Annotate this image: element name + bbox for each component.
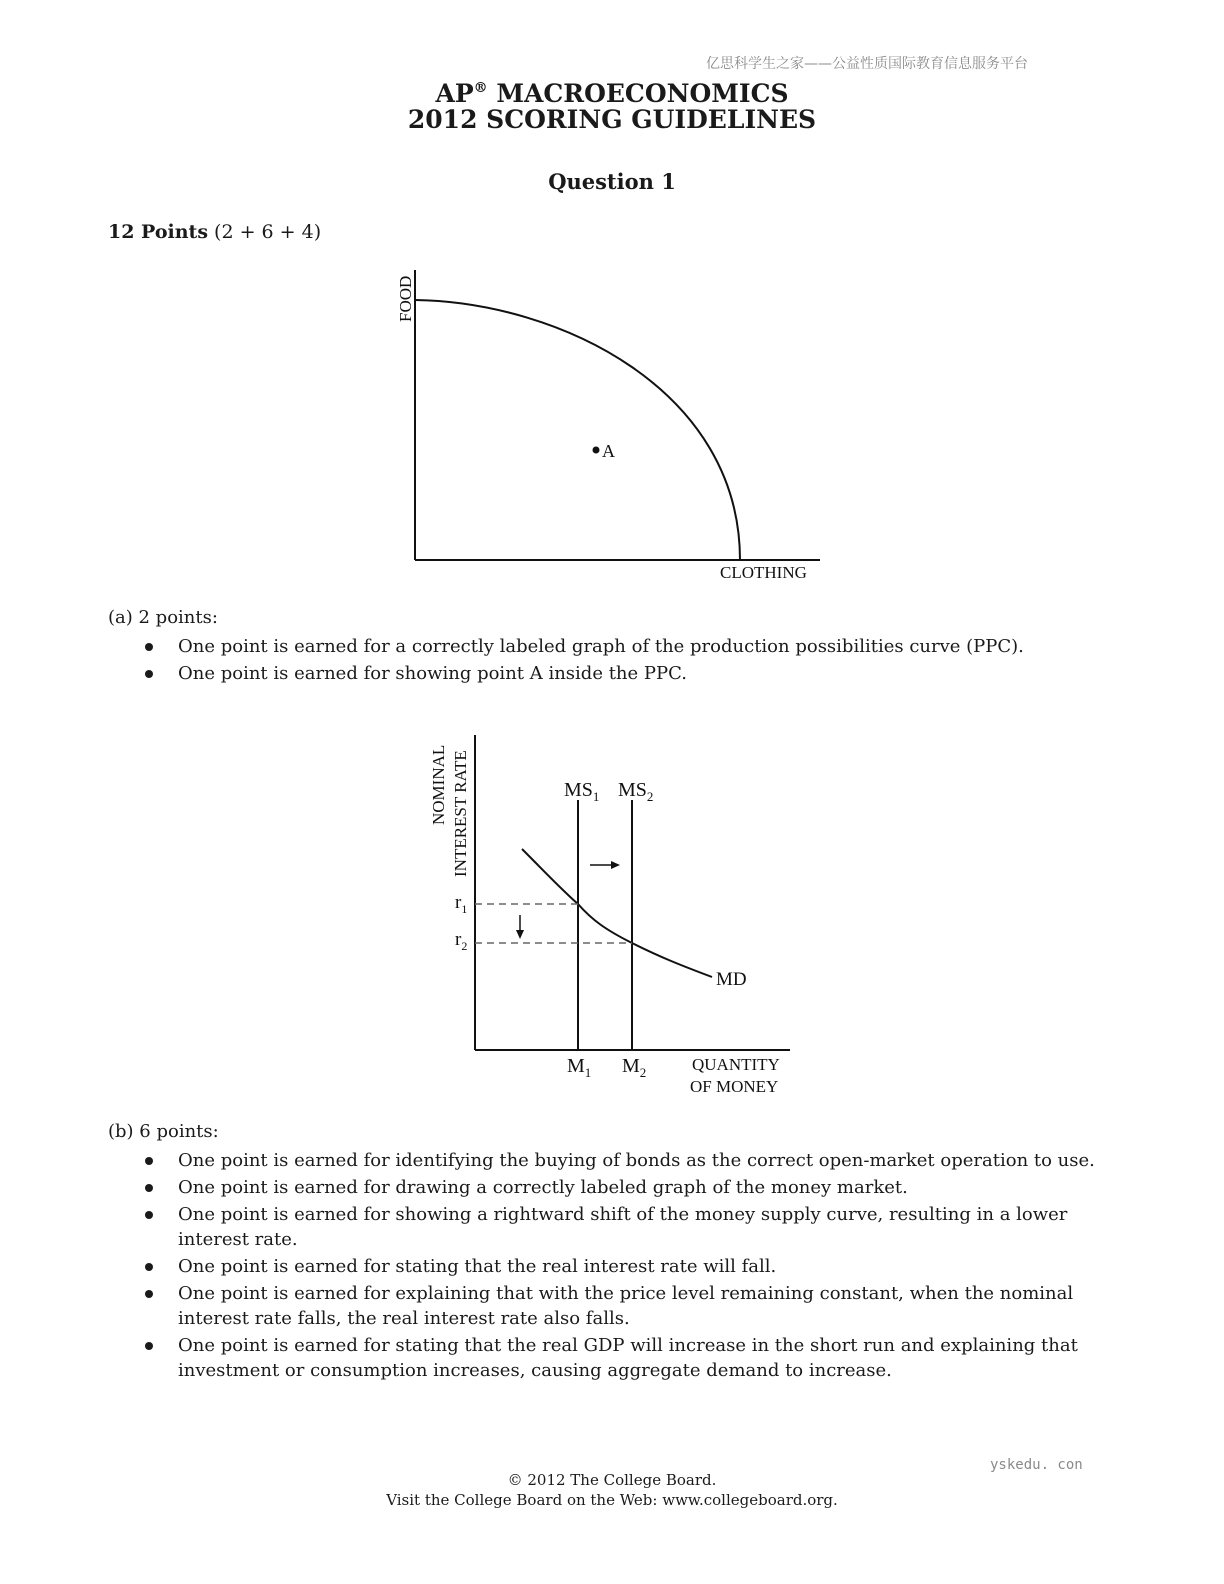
part-b-label: (b) 6 points: bbox=[108, 1121, 219, 1142]
ppc-curve bbox=[415, 300, 740, 560]
r2-label bbox=[455, 929, 467, 953]
rightward-arrow-icon bbox=[590, 861, 620, 869]
r1-label bbox=[455, 892, 467, 916]
part-a-bullets bbox=[108, 634, 1098, 688]
ms1-subscript: 1 bbox=[592, 789, 600, 804]
document-title-line2: 2012 SCORING GUIDELINES bbox=[407, 105, 817, 134]
r1-text: r bbox=[455, 892, 462, 913]
watermark-bottom: yskedu. con bbox=[990, 1457, 1083, 1473]
list-item: One point is earned for stating that the real GDP will increase in the short run and explaining that investment or consumption increases, causing aggregate demand to increase. bbox=[108, 1333, 1098, 1383]
ms2-subscript: 2 bbox=[646, 789, 654, 804]
ms2-label bbox=[618, 779, 653, 804]
m1-subscript: 1 bbox=[584, 1065, 592, 1080]
points-breakdown: (2 + 6 + 4) bbox=[208, 221, 322, 243]
md-curve bbox=[522, 849, 712, 977]
ms2-text: MS bbox=[618, 779, 647, 801]
money-market-graph bbox=[420, 725, 810, 1105]
m1-text: M bbox=[567, 1055, 585, 1077]
list-item: One point is earned for identifying the buying of bonds as the correct open-market operation to use. bbox=[108, 1148, 1098, 1173]
clothing-axis-label: CLOTHING bbox=[720, 563, 807, 582]
ms1-label bbox=[564, 779, 599, 804]
nominal-label: NOMINAL bbox=[429, 744, 448, 825]
list-item: One point is earned for explaining that with the price level remaining constant, when the nominal interest rate falls, the real interest rate also falls. bbox=[108, 1281, 1098, 1331]
of-money-label: OF MONEY bbox=[690, 1077, 779, 1096]
r2-subscript: 2 bbox=[461, 939, 468, 953]
m1-label bbox=[567, 1055, 591, 1080]
m2-text: M bbox=[622, 1055, 640, 1077]
downward-arrow-icon bbox=[516, 915, 524, 939]
point-a-marker bbox=[593, 447, 600, 454]
ppc-graph bbox=[380, 260, 840, 590]
ms1-text: MS bbox=[564, 779, 593, 801]
point-a-label: A bbox=[602, 441, 615, 461]
list-item: One point is earned for stating that the real interest rate will fall. bbox=[108, 1254, 1098, 1279]
points-total: 12 Points bbox=[108, 221, 209, 243]
part-a-label: (a) 2 points: bbox=[108, 607, 218, 628]
registered-mark: ® bbox=[473, 80, 488, 96]
footer-copyright: © 2012 The College Board. bbox=[507, 1471, 717, 1489]
md-label: MD bbox=[716, 969, 747, 990]
list-item: One point is earned for showing a rightward shift of the money supply curve, resulting in a lower interest rate. bbox=[108, 1202, 1098, 1252]
watermark-top: 亿思科学生之家——公益性质国际教育信息服务平台 bbox=[706, 56, 1028, 72]
r1-subscript: 1 bbox=[461, 902, 468, 916]
footer-visit: Visit the College Board on the Web: www.collegeboard.org. bbox=[386, 1491, 838, 1509]
m2-subscript: 2 bbox=[639, 1065, 647, 1080]
list-item: One point is earned for showing point A inside the PPC. bbox=[108, 661, 1098, 686]
list-item: One point is earned for drawing a correctly labeled graph of the money market. bbox=[108, 1175, 1098, 1200]
points-summary bbox=[108, 221, 321, 243]
question-title: Question 1 bbox=[548, 169, 676, 194]
quantity-label: QUANTITY bbox=[692, 1055, 780, 1074]
title-subject: MACROECONOMICS bbox=[487, 79, 789, 108]
part-b-bullets bbox=[108, 1148, 1098, 1385]
list-item: One point is earned for a correctly labeled graph of the production possibilities curve (PPC). bbox=[108, 634, 1098, 659]
interest-rate-label: INTEREST RATE bbox=[451, 750, 470, 877]
r2-text: r bbox=[455, 929, 462, 950]
m2-label bbox=[622, 1055, 646, 1080]
food-axis-label: FOOD bbox=[396, 275, 415, 322]
title-ap: AP bbox=[435, 79, 474, 108]
